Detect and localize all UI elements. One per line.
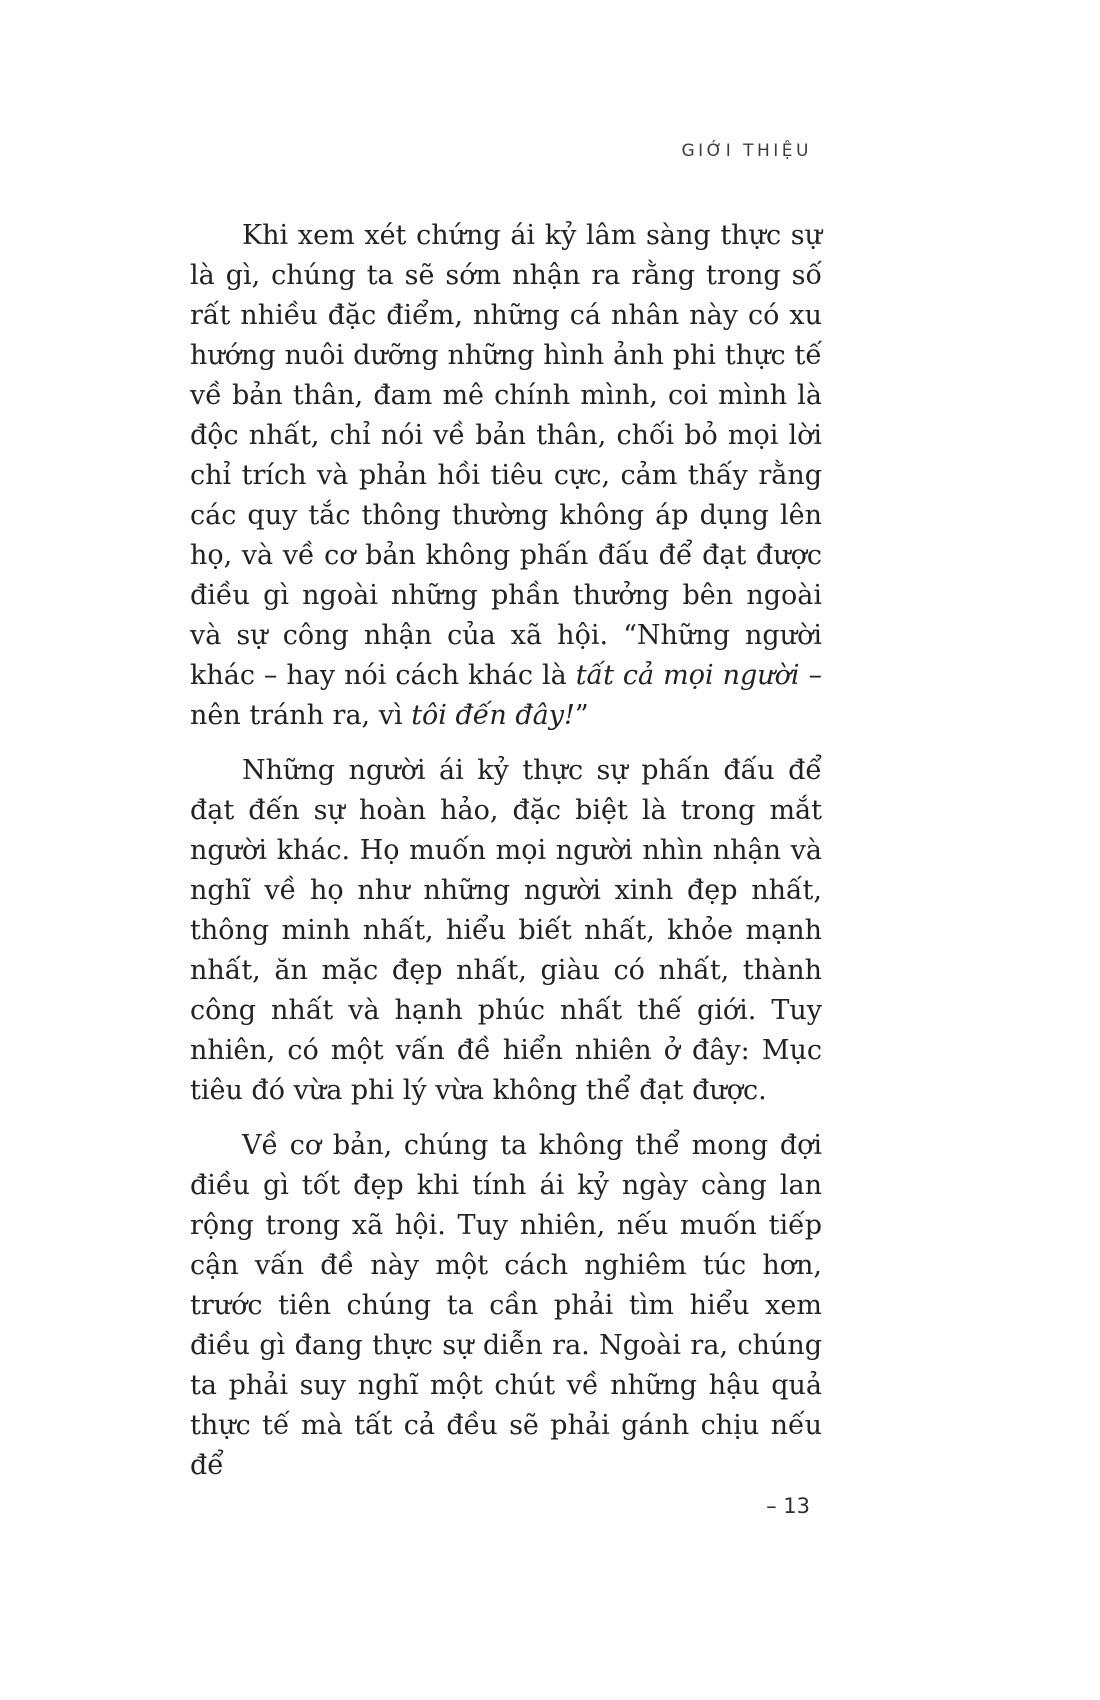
paragraph-1-italic-1: tất cả mọi người — [575, 660, 800, 691]
paragraph-1-text-1: Khi xem xét chứng ái kỷ lâm sàng thực sự là gì, chúng ta sẽ sớm nhận ra rằng trong số rất nhiều đặc điểm, những cá nhân này có xu hướng nuôi dưỡng những hình ảnh phi thực tế về bản thân, đam mê chính mình, coi mình là độc nhất, chỉ nói về bản thân, chối bỏ mọi lời chỉ trích và phản hồi tiêu cực, cảm thấy rằng các quy tắc thông thường không áp dụng lên họ, và về cơ bản không phấn đấu để đạt được điều gì ngoài những phần thưởng bên ngoài và sự công nhận của xã hội. “Những người khác – hay nói cách khác là — [190, 220, 822, 691]
chapter-header: GIỚI THIỆU — [681, 141, 812, 161]
paragraph-1-text-3: ” — [574, 700, 589, 731]
page-body — [190, 216, 822, 1501]
paragraph-1 — [190, 216, 822, 736]
paragraph-1-text-2: – nên tránh ra, vì — [190, 660, 822, 731]
page-number: – 13 — [766, 1494, 810, 1518]
paragraph-3: Về cơ bản, chúng ta không thể mong đợi điều gì tốt đẹp khi tính ái kỷ ngày càng lan rộng trong xã hội. Tuy nhiên, nếu muốn tiếp cận vấn đề này một cách nghiêm túc hơn, trước tiên chúng ta cần phải tìm hiểu xem điều gì đang thực sự diễn ra. Ngoài ra, chúng ta phải suy nghĩ một chút về những hậu quả thực tế mà tất cả đều sẽ phải gánh chịu nếu để — [190, 1130, 822, 1481]
paragraph-2: Những người ái kỷ thực sự phấn đấu để đạt đến sự hoàn hảo, đặc biệt là trong mắt người khác. Họ muốn mọi người nhìn nhận và nghĩ về họ như những người xinh đẹp nhất, thông minh nhất, hiểu biết nhất, khỏe mạnh nhất, ăn mặc đẹp nhất, giàu có nhất, thành công nhất và hạnh phúc nhất thế giới. Tuy nhiên, có một vấn đề hiển nhiên ở đây: Mục tiêu đó vừa phi lý vừa không thể đạt được. — [190, 755, 822, 1106]
paragraph-1-italic-2: tôi đến đây! — [411, 700, 575, 731]
